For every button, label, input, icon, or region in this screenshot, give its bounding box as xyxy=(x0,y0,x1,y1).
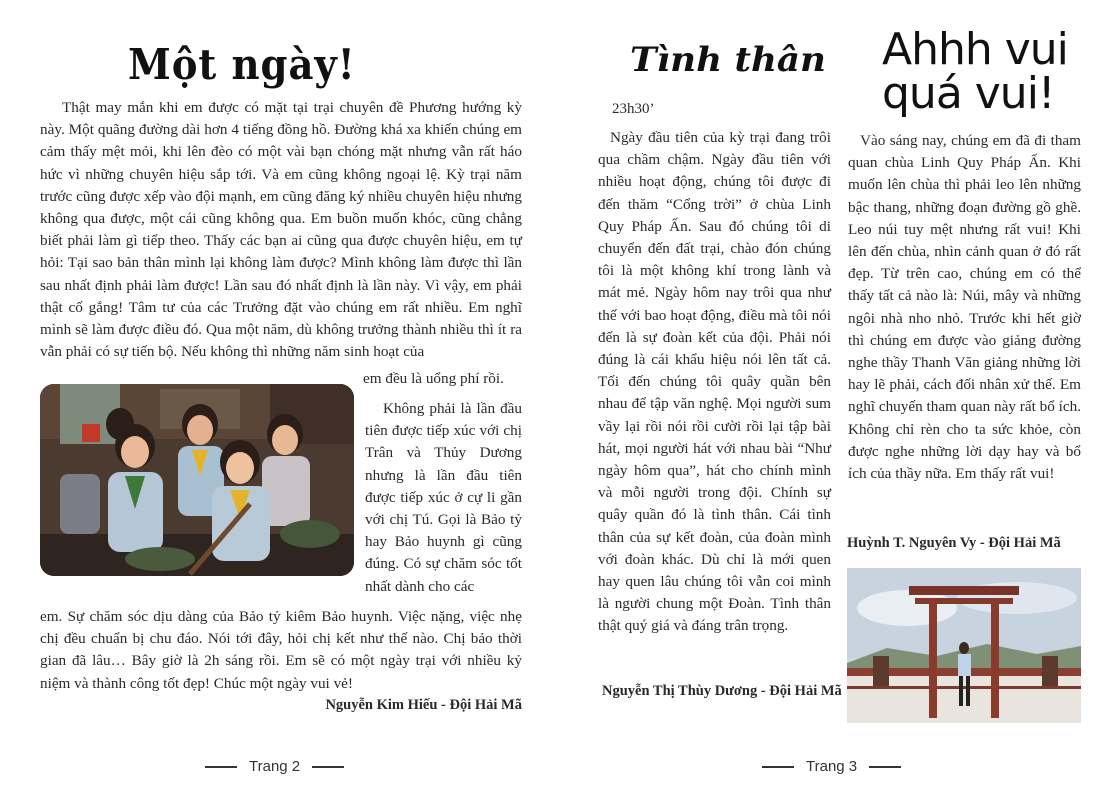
author-signature-col1: Nguyễn Thị Thùy Dương - Đội Hải Mã xyxy=(602,683,842,699)
article-title-vui xyxy=(882,24,1068,119)
right-page xyxy=(560,0,1120,792)
footer-dash xyxy=(205,766,237,768)
article-title-mot-ngay: Một ngày! xyxy=(128,40,356,89)
page-number-right: Trang 3 xyxy=(806,758,858,775)
intro-paragraph: Thật may mắn khi em được có mặt tại trại chuyên đề Phương hướng kỳ này. Một quãng đường dài hơn 4 tiếng đồng hồ. Đường khá xa khiến chúng em cảm thấy mệt mỏi, khi lên đèo có một vài bạn chóng mặt nhưng vẫn rất háo hức vì những chuyên hiệu sắp tới. Và em cũng không ngoại lệ. Kỳ trại năm trước cũng được xếp vào đội mạnh, em cũng đăng ký nhiều chuyên hiệu nhưng không qua được, một cái cũng không qua. Em buồn muốn khóc, cũng chẳng biết phải làm gì tiếp theo. Thấy các bạn ai cũng qua được chuyên hiệu, em tự hỏi: Tại sao bản thân mình lại không làm được? Mình không làm được thì lần sau nhất định phải làm được! Lần sau đó nhất định là lần này. Vì vậy, em phải thật cố gắng! Tâm tư của các Trưởng đặt vào chúng em rất nhiều. Em nghĩ mình sẽ làm được điều đó. Qua một năm, dù không trưởng thành nhiều thì ít ra vẫn phải có sự tiến bộ. Nếu không thì những năm sinh hoạt của xyxy=(40,99,522,361)
scout-group-photo xyxy=(40,384,354,576)
author-signature-left: Nguyễn Kim Hiếu - Đội Hải Mã xyxy=(325,697,522,713)
temple-gate-photo-art xyxy=(847,568,1081,723)
temple-gate-photo xyxy=(847,568,1081,723)
title-vui-line1: Ahhh vui xyxy=(882,24,1068,75)
page-number-left: Trang 2 xyxy=(249,758,301,775)
title-vui-line2: quá vui! xyxy=(882,68,1055,119)
tinh-than-paragraph: Ngày đầu tiên của kỳ trại đang trôi qua chầm chậm. Ngày đầu tiên với nhiều hoạt động, chúng tôi được đi đến thăm “Cổng trời” ở chùa Linh Quy Pháp Ấn. Sau đó chúng tôi di chuyển đến đất trại, chào đón chúng tôi là một không khí trong lành và mát mẻ. Ngày hôm nay trôi qua như thế với bao hoạt động, điều mà tôi nói đến là sự đoàn kết của đội. Phải nói đúng là cái khẩu hiệu nói lên tất cả. Tối đến chúng tôi quây quần bên nhau để tập văn nghệ. Mọi người sum vầy lại rồi nói rồi cười rồi lại tập bài hát, mọi người hát với nhau bài “Như ngày hôm qua”, hát cho chính mình và mỗi người trong đội. Chính sự quây quần đó là tình thân. Cái tình thân của sự kết đoàn, của đoàn mình với đoàn khác. Dù chỉ là mới quen hay quen lâu chúng tôi vẫn coi mình là người chung một Đoàn. Tình thân thật quý giá và đáng trân trọng. xyxy=(598,129,831,635)
bottom-paragraph: em. Sự chăm sóc dịu dàng của Bảo tỷ kiêm Bảo huynh. Việc nặng, việc nhẹ chị đều chuẩn bị chu đáo. Nói tới đây, hỏi chị kết như thế nào. Chị bảo thời gian đã lâu… Bây giờ là 2h sáng rồi. Em sẽ có một ngày trại với nhiều kỷ niệm và thành công tốt đẹp! Chúc một ngày vui vẻ! xyxy=(40,608,522,692)
page-footer-right xyxy=(762,758,913,775)
footer-dash xyxy=(762,766,794,768)
time-label: 23h30’ xyxy=(612,101,655,117)
vui-paragraph: Vào sáng nay, chúng em đã đi tham quan chùa Linh Quy Pháp Ấn. Khi muốn lên chùa thì phải leo lên những bậc thang, những đoạn đường gồ ghề. Leo núi tuy mệt nhưng rất vui! Khi lên đến chùa, nhìn cảnh quan ở đó rất đẹp. Từ trên cao, chúng em có thể thấy tất cả nào là: Núi, mây và những ngôi nhà nho nhỏ. Trước khi hết giờ thì chúng em được vào giảng đường nghe thầy Thanh Văn giảng những lời hay lẽ phải, cách đối nhân xử thế. Em nghĩ chuyến tham quan này rất bổ ích. Không chỉ rèn cho ta sức khỏe, còn được nghe những lời dạy hay và bổ ích của thầy nữa. Em thấy rất vui! xyxy=(848,132,1081,483)
side-paragraph-text: Không phải là lần đầu tiên được tiếp xúc với chị Trân và Thủy Dương nhưng là lần đầu tiên được tiếp xúc ở cự li gần với chị Tú. Gọi là Bảo tỷ hay Bảo huynh gì cũng đúng. Có sự chăm sóc tốt nhất dành cho các xyxy=(365,400,522,595)
scout-group-photo-art xyxy=(40,384,354,576)
side-paragraph xyxy=(365,398,522,598)
author-signature-col2: Huỳnh T. Nguyên Vy - Đội Hải Mã xyxy=(847,535,1061,551)
footer-dash xyxy=(869,766,901,768)
intro-last-line: em đều là uổng phí rồi. xyxy=(363,370,504,387)
page-footer-left xyxy=(205,758,356,775)
article-title-tinh-than: Tình thân xyxy=(630,40,827,80)
footer-dash xyxy=(312,766,344,768)
